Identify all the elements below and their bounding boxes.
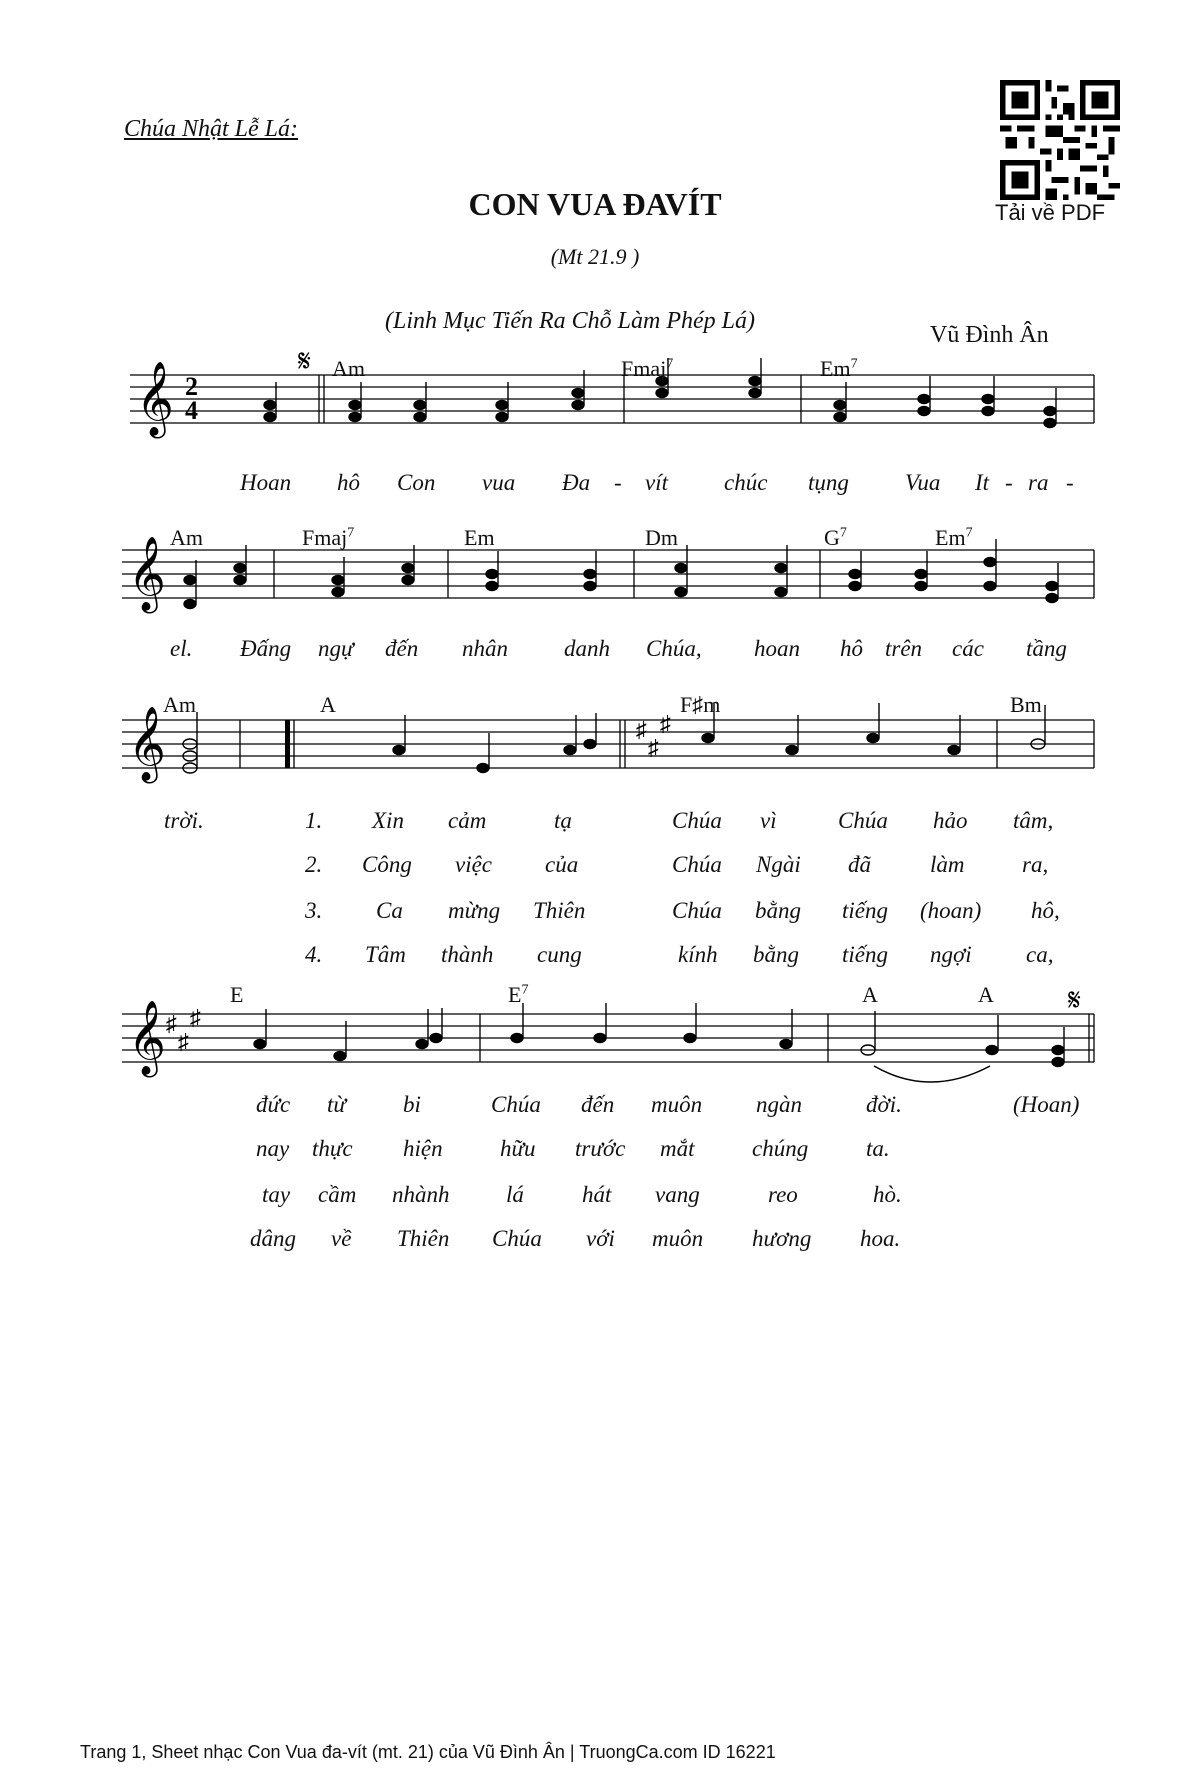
notes-system-4 <box>254 1003 1064 1067</box>
chord-symbol: Fmaj$^7$ <box>302 525 355 550</box>
svg-text:♯: ♯ <box>178 1029 189 1054</box>
chord-symbol: E <box>230 982 244 1007</box>
svg-text:♯: ♯ <box>636 717 647 742</box>
notes-system-3 <box>183 703 1045 773</box>
song-title: CON VUA ĐAVÍT <box>468 186 722 222</box>
lyrics-line-3: trời. <box>164 808 204 833</box>
chord-symbol: A <box>862 982 878 1007</box>
chord-symbol: Am <box>332 356 365 381</box>
staff-system-3 <box>122 720 1094 768</box>
composer-name: Vũ Đình Ân <box>930 322 1049 348</box>
chord-symbol: A <box>978 982 994 1007</box>
chord-symbol: Dm <box>645 525 678 550</box>
download-pdf-link[interactable]: Tải về PDF <box>995 200 1106 225</box>
performance-instruction: (Linh Mục Tiến Ra Chỗ Làm Phép Lá) <box>385 308 755 334</box>
page-footer: Trang 1, Sheet nhạc Con Vua đa-vít (mt. 21) của Vũ Đình Ân | TruongCa.com ID 16221 <box>80 1742 776 1762</box>
chord-symbol: A <box>320 692 336 717</box>
occasion-label: Chúa Nhật Lễ Lá: <box>124 116 299 142</box>
chord-symbol: Am <box>170 525 203 550</box>
chord-symbol: $E^7$ <box>508 982 529 1007</box>
svg-text:♯: ♯ <box>166 1011 177 1036</box>
segno-icon: 𝄋 <box>1068 984 1081 1017</box>
treble-clef-icon: 𝄞 <box>136 363 174 434</box>
segno-icon: 𝄋 <box>298 345 311 378</box>
chord-symbol: Fmaj$^7$ <box>621 356 674 381</box>
chord-symbol: Em$^7$ <box>820 356 858 381</box>
time-signature-top: 2 <box>185 372 198 401</box>
svg-text:♯: ♯ <box>190 1005 201 1030</box>
tie <box>874 1066 990 1082</box>
treble-clef-icon: 𝄞 <box>128 538 166 609</box>
chord-symbol: Am <box>163 692 196 717</box>
chord-symbol: Em <box>464 525 495 550</box>
svg-text:♯: ♯ <box>660 711 671 736</box>
staff-system-2 <box>122 550 1094 598</box>
svg-text:♯: ♯ <box>648 735 659 760</box>
chord-symbol: $G^7$ <box>824 525 847 550</box>
chord-symbol: Bm <box>1010 692 1042 717</box>
chord-symbol: Em$^7$ <box>935 525 973 550</box>
treble-clef-icon: 𝄞 <box>128 708 166 779</box>
scripture-reference: (Mt 21.9 ) <box>550 244 640 269</box>
chord-symbol: F♯m <box>680 692 721 717</box>
staff-system-4 <box>122 1014 1094 1062</box>
time-signature-bottom: 4 <box>185 396 198 425</box>
treble-clef-icon: 𝄞 <box>128 1002 166 1073</box>
